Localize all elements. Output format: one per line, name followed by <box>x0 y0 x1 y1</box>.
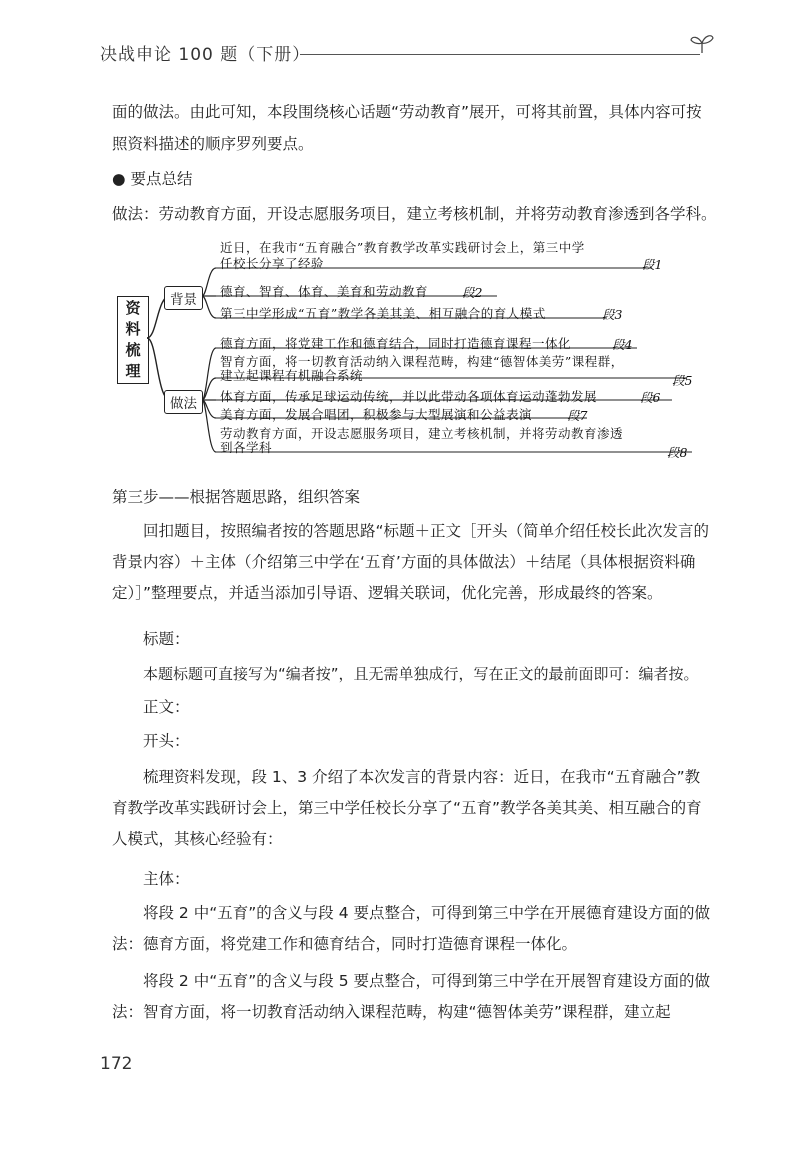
title-text: 本题标题可直接写为“编者按”，且无需单独成行，写在正文的最前面即可：编者按。 <box>143 665 699 683</box>
method-item-2-tag: 段5 <box>672 373 693 388</box>
root-char: 资 <box>125 299 141 317</box>
title-label: 标题： <box>143 630 190 648</box>
method-item-2-line-1: 智育方面，将一切教育活动纳入课程范畴，构建“德智体美劳”课程群， <box>220 354 624 369</box>
main-text-1: 将段 2 中“五育”的含义与段 4 要点整合，可得到第三中学在开展德育建设方面的做法：德育方面，将党建工作和德育结合，同时打造德育课程一体化。 <box>112 904 710 953</box>
sprout-icon <box>690 32 714 54</box>
main-label: 主体： <box>143 870 190 888</box>
method-item-3: 体育方面，传承足球运动传统，并以此带动各项体育运动蓬勃发展 <box>220 389 598 404</box>
background-item-1-line-1: 近日，在我市“五育融合”教育教学改革实践研讨会上，第三中学 <box>220 240 585 255</box>
background-item-2-tag: 段2 <box>462 285 483 300</box>
method-item-5-line-1: 劳动教育方面，开设志愿服务项目，建立考核机制，并将劳动教育渗透 <box>220 426 624 441</box>
root-char: 料 <box>125 320 141 338</box>
data-mindmap <box>112 238 712 468</box>
body-label: 正文： <box>143 698 190 716</box>
header-rule <box>300 54 700 55</box>
page-header <box>0 0 800 80</box>
step3-heading: 第三步——根据答题思路，组织答案 <box>112 488 361 506</box>
book-title: 决战申论 100 题（下册） <box>100 45 311 65</box>
background-item-1-tag: 段1 <box>642 257 663 272</box>
method-item-3-tag: 段6 <box>640 390 661 405</box>
background-item-3: 第三中学形成“五育”教学各美其美、相互融合的育人模式 <box>220 306 546 321</box>
method-item-4-tag: 段7 <box>567 408 588 423</box>
branch-method: 做法 <box>164 390 203 414</box>
method-item-5-line-2: 到各学科 <box>220 440 273 455</box>
opening-text: 梳理资料发现，段 1、3 介绍了本次发言的背景内容：近日，在我市“五育融合”教育教学改革实践研讨会上，第三中学任校长分享了“五育”教学各美其美、相互融合的育人模式，其核心经验有： <box>112 768 702 848</box>
page-number: 172 <box>100 1054 133 1074</box>
method-item-5-tag: 段8 <box>667 445 688 460</box>
opening-label: 开头： <box>143 732 190 750</box>
mindmap-root <box>117 296 149 384</box>
intro-line-1: 面的做法。由此可知，本段围绕核心话题“劳动教育”展开，可将其前置，具体内容可按 <box>112 103 702 121</box>
background-item-3-tag: 段3 <box>602 307 623 322</box>
method-item-1: 德育方面，将党建工作和德育结合，同时打造德育课程一体化 <box>220 336 572 351</box>
branch-background: 背景 <box>164 286 203 310</box>
summary-heading: ● 要点总结 <box>112 170 193 188</box>
main-text-2: 将段 2 中“五育”的含义与段 5 要点整合，可得到第三中学在开展智育建设方面的做法：智育方面，将一切教育活动纳入课程范畴，构建“德智体美劳”课程群，建立起 <box>112 972 710 1021</box>
background-item-1-line-2: 任校长分享了经验 <box>220 256 325 271</box>
intro-paragraph <box>112 100 712 156</box>
intro-line-2: 照资料描述的顺序罗列要点。 <box>112 135 314 153</box>
method-item-1-tag: 段4 <box>612 337 633 352</box>
method-item-2-line-2: 建立起课程有机融合系统 <box>220 368 364 383</box>
method-item-4: 美育方面，发展合唱团，积极参与大型展演和公益表演 <box>220 407 533 422</box>
step3-paragraph: 回扣题目，按照编者按的答题思路“标题＋正文［开头（简单介绍任校长此次发言的背景内容）＋主体（介绍第三中学在‘五育’方面的具体做法）＋结尾（具体根据资料确定）］”整理要点，并适当添加引导语、逻辑关联词，优化完善，形成最终的答案。 <box>112 522 710 602</box>
summary-text: 做法：劳动教育方面，开设志愿服务项目，建立考核机制，并将劳动教育渗透到各学科。 <box>112 205 717 223</box>
root-char: 理 <box>125 362 141 380</box>
root-char: 梳 <box>125 341 141 359</box>
background-item-2: 德育、智育、体育、美育和劳动教育 <box>220 284 429 299</box>
